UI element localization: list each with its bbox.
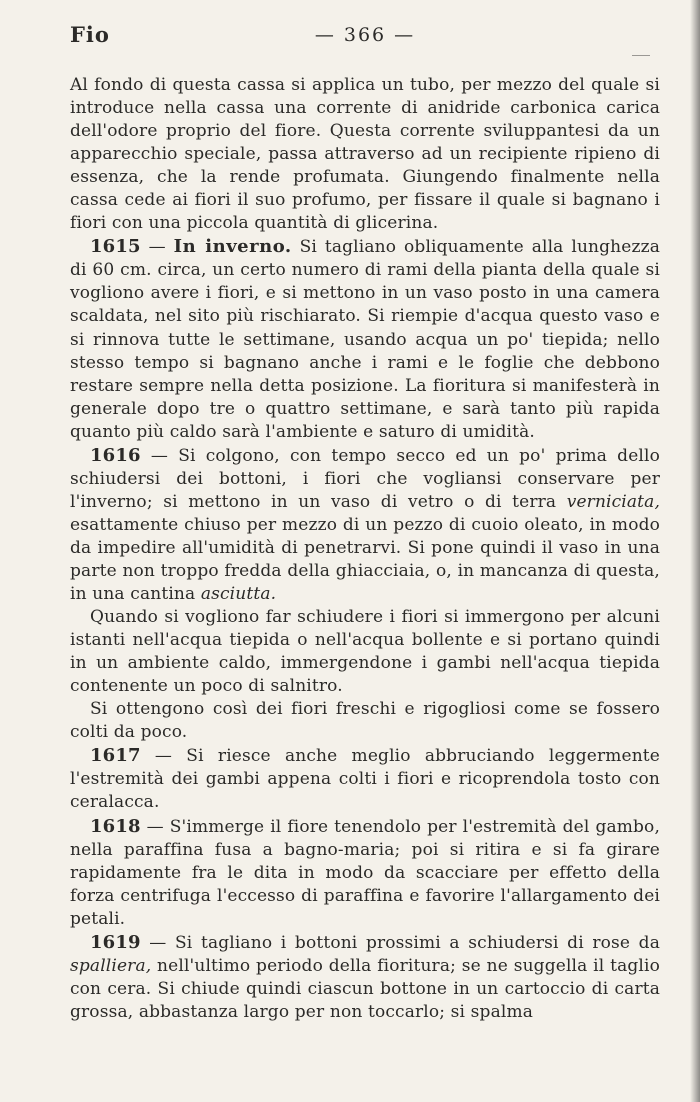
text-run: — Si tagliano i bottoni prossimi a schiudersi di rose da (140, 932, 660, 953)
italic-text: verniciata, (566, 491, 660, 512)
section-number: 1616 (90, 444, 141, 466)
paragraph-p1619 (70, 931, 660, 1024)
page-header (70, 22, 660, 52)
text-run: Si tagliano obliquamente alla lunghezza di 60 cm. circa, un certo numero di rami della pianta della quale si vogliono avere i fiori, e si mettono in un vaso posto in una camera scaldata, nel sito più rischiarato. Si riempie d'acqua questo vaso e si rinnova tutte le settimane, usando acqua un po' tiepida; nello stesso tempo si bagnano anche i rami e le foglie che debbono restare sempre nella detta posizione. La fioritura si manifesterà in generale dopo tre o quattro settimane, e sarà tanto più rapida quanto più caldo sarà l'ambiente e saturo di umidità. (70, 237, 660, 442)
running-title: Fio (70, 22, 110, 47)
paragraph-p1618 (70, 815, 660, 931)
text-run: esattamente chiuso per mezzo di un pezzo di cuoio oleato, in modo da impedire all'umidità di penetrarvi. Si pone quindi il vaso in una parte non troppo fredda della ghiacciaia, o, in mancanza di questa, in una cantina (70, 514, 660, 605)
paragraph-p1616 (70, 444, 660, 606)
text-run: — Si riesce anche meglio abbruciando leggermente l'estremità dei gambi appena colti i fiori e ricoprendola tosto con ceralacca. (70, 746, 660, 813)
body-text (70, 74, 660, 1024)
text-run: Al fondo di questa cassa si applica un tubo, per mezzo del quale si introduce nella cassa una corrente di anidride carbonica carica dell'odore proprio del fiore. Questa corrente sviluppantesi da un apparecchio speciale, passa attraverso ad un recipiente ripieno di essenza, che la rende profumata. Giungendo finalmente nella cassa cede ai fiori il suo profumo, per fissare il quale si bagnano i fiori con una piccola quantità di glicerina. (70, 75, 660, 234)
paragraph-p0 (70, 74, 660, 235)
section-number: 1617 (90, 745, 141, 767)
paragraph-p1615 (70, 235, 660, 443)
paragraph-p1617 (70, 744, 660, 814)
text-run: nell'ultimo periodo della fioritura; se ne suggella il taglio con cera. Si chiude quindi ciascun bottone in un cartoccio di carta grossa, abbastanza largo per non toccarlo; si spalma (70, 955, 660, 1022)
section-number: 1618 (90, 815, 141, 837)
text-run: Quando si vogliono far schiudere i fiori si immergono per alcuni istanti nell'acqua tiepida o nell'acqua bollente e si portano quindi in un ambiente caldo, immergendone i gambi nell'acqua tiepida contenente un poco di salnitro. (70, 607, 660, 697)
italic-text: spalliera, (70, 955, 152, 976)
page-edge-shadow (690, 0, 700, 1102)
paragraph-p1616b (70, 606, 660, 698)
text-run: — (140, 237, 174, 258)
section-number: 1615 (90, 236, 141, 258)
page-number: — 366 — (314, 24, 416, 46)
paragraph-p1616c (70, 698, 660, 744)
italic-text: asciutta. (200, 584, 277, 605)
text-run: — S'immerge il fiore tenendolo per l'estremità del gambo, nella paraffina fusa a bagno-maria; poi si ritira e si fa girare rapidamente fra le dita in modo da scacciare per effetto della forza centrifuga l'eccesso di paraffina e favorire l'allargamento dei petali. (70, 816, 660, 929)
text-run: — Si colgono, con tempo secco ed un po' prima dello schiudersi dei bottoni, i fiori che vogliansi conservare per l'inverno; si mettono in un vaso di vetro o di terra (70, 445, 660, 512)
section-title: In inverno. (173, 236, 292, 258)
section-number: 1619 (90, 931, 141, 953)
header-mark (632, 55, 650, 56)
text-run: Si ottengono così dei fiori freschi e rigogliosi come se fossero colti da poco. (70, 699, 660, 743)
